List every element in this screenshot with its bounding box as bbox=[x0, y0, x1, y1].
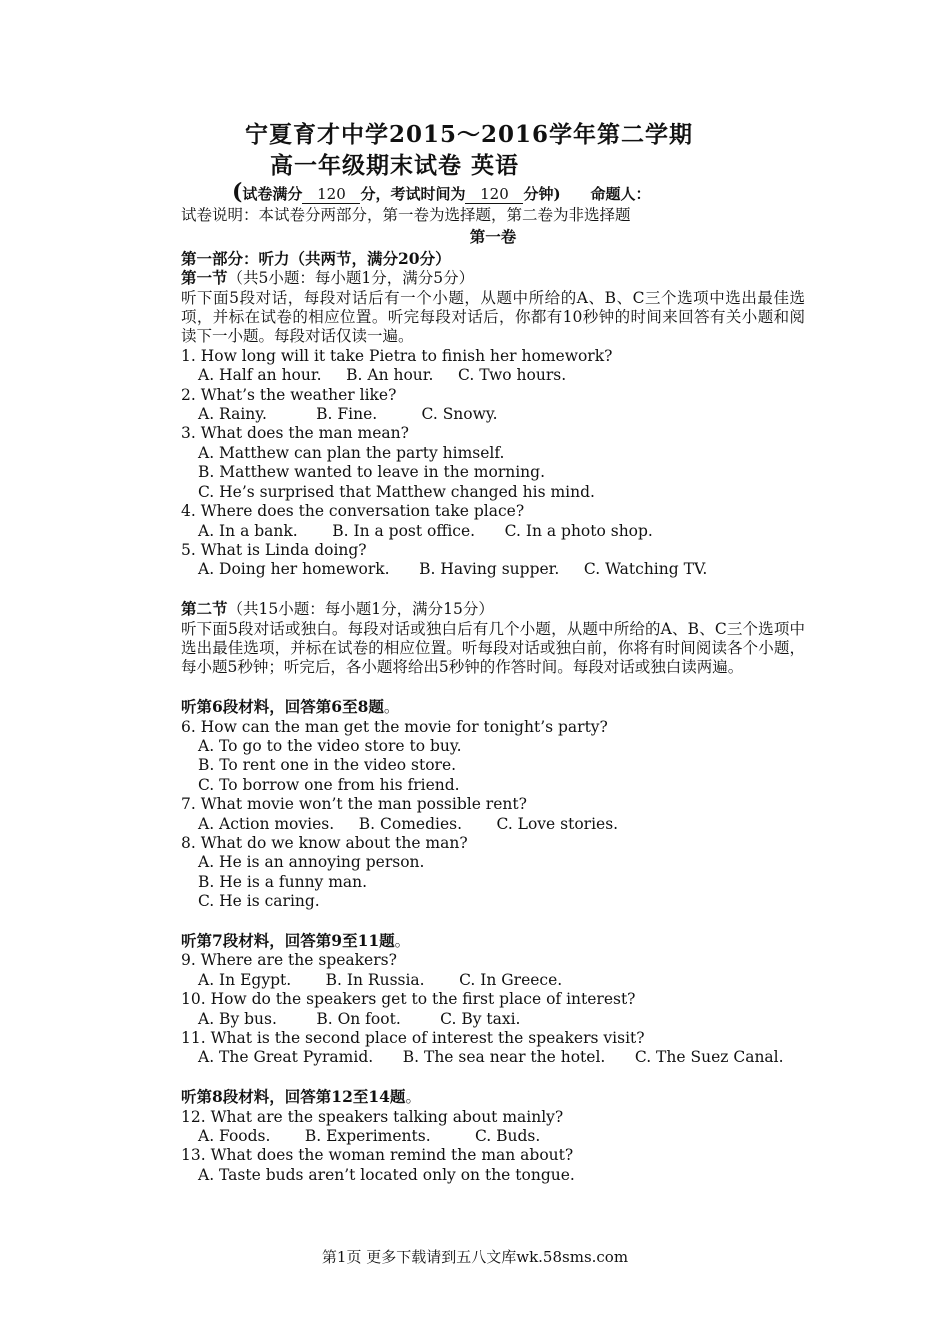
section2-heading: 第二节 bbox=[181, 599, 228, 619]
meta-open-paren: ( bbox=[232, 179, 243, 205]
question: 12. What are the speakers talking about mainly? bbox=[181, 1107, 564, 1126]
material-heading-text: 听第8段材料，回答第12至14题 bbox=[181, 1087, 406, 1107]
question-options: A. Foods. B. Experiments. C. Buds. bbox=[198, 1127, 541, 1146]
question-option: B. He is a funny man. bbox=[198, 872, 368, 891]
full-score-value: 120 bbox=[302, 185, 360, 204]
question-options: A. Half an hour. B. An hour. C. Two hours. bbox=[198, 366, 567, 385]
question: 2. What’s the weather like? bbox=[181, 385, 397, 404]
spacer bbox=[181, 1068, 805, 1087]
material-heading bbox=[181, 1087, 805, 1107]
section1-note: （共5小题：每小题1分，满分5分） bbox=[227, 269, 475, 288]
material-heading bbox=[181, 931, 805, 951]
page-footer: 第1页 更多下载请到五八文库wk.58sms.com bbox=[321, 1248, 629, 1266]
spacer bbox=[181, 912, 805, 931]
exam-meta-line bbox=[232, 179, 651, 205]
exam-title-line2: 高一年级期末试卷 英语 bbox=[270, 152, 520, 179]
meta-label-author: 分钟) 命题人： bbox=[523, 185, 651, 203]
question: 3. What does the man mean? bbox=[181, 424, 409, 443]
spacer bbox=[181, 678, 805, 697]
question: 1. How long will it take Pietra to finish her homework? bbox=[181, 346, 613, 365]
material-group-6 bbox=[181, 697, 805, 911]
question-option: C. He’s surprised that Matthew changed his mind. bbox=[198, 482, 595, 501]
section1-header bbox=[181, 268, 805, 288]
section2-directions: 听下面5段对话或独白。每段对话或独白后有几个小题，从题中所给的A、B、C三个选项中选出最佳选项，并标在试卷的相应位置。听每段对话或独白前，你将有时间阅读各个小题，每小题5秒钟；听完后，各小题将给出5秒钟的作答时间。每段对话或独白读两遍。 bbox=[181, 619, 805, 677]
volume-title: 第一卷 bbox=[469, 227, 517, 247]
material-heading-tail: 。 bbox=[383, 698, 400, 717]
material-heading-tail: 。 bbox=[394, 931, 411, 950]
material-group-8 bbox=[181, 1087, 805, 1185]
exam-title-line1: 宁夏育才中学2015～2016学年第二学期 bbox=[245, 121, 694, 148]
question-option: C. He is caring. bbox=[198, 892, 320, 911]
question: 7. What movie won’t the man possible rent? bbox=[181, 795, 527, 814]
question: 11. What is the second place of interest the speakers visit? bbox=[181, 1029, 645, 1048]
question-options: A. In a bank. B. In a post office. C. In a photo shop. bbox=[198, 521, 653, 540]
material-heading bbox=[181, 697, 805, 717]
section2-header bbox=[181, 599, 805, 619]
material-heading-tail: 。 bbox=[405, 1088, 421, 1107]
question-option: A. Matthew can plan the party himself. bbox=[198, 443, 505, 462]
section1-heading: 第一节 bbox=[181, 268, 228, 288]
question-options: A. Doing her homework. B. Having supper. C. Watching TV. bbox=[198, 560, 708, 579]
question-options: A. By bus. B. On foot. C. By taxi. bbox=[198, 1009, 521, 1028]
question: 9. Where are the speakers? bbox=[181, 951, 397, 970]
question: 8. What do we know about the man? bbox=[181, 833, 468, 852]
material-heading-text: 听第6段材料，回答第6至8题 bbox=[181, 697, 384, 717]
question-option: C. To borrow one from his friend. bbox=[198, 775, 460, 794]
question: 6. How can the man get the movie for tonight’s party? bbox=[181, 717, 608, 736]
section2-note: （共15小题：每小题1分，满分15分） bbox=[227, 600, 494, 619]
question-options: A. Rainy. B. Fine. C. Snowy. bbox=[198, 405, 498, 424]
exam-time-value: 120 bbox=[465, 185, 523, 204]
meta-label-score: 试卷满分 bbox=[242, 185, 303, 203]
part1-heading: 第一部分：听力（共两节，满分20分） bbox=[181, 248, 451, 268]
question-option: B. To rent one in the video store. bbox=[198, 756, 457, 775]
meta-label-time: 分，考试时间为 bbox=[360, 185, 466, 203]
question-option: A. Taste buds aren’t located only on the tongue. bbox=[198, 1165, 575, 1184]
question-option: B. Matthew wanted to leave in the morning. bbox=[198, 463, 546, 482]
question: 10. How do the speakers get to the first place of interest? bbox=[181, 990, 636, 1009]
question-options: A. The Great Pyramid. B. The sea near the hotel. C. The Suez Canal. bbox=[198, 1048, 784, 1067]
question: 13. What does the woman remind the man about? bbox=[181, 1146, 574, 1165]
exam-body bbox=[181, 206, 805, 1185]
material-heading-text: 听第7段材料，回答第9至11题 bbox=[181, 930, 395, 950]
material-group-7 bbox=[181, 931, 805, 1068]
question: 5. What is Linda doing? bbox=[181, 540, 367, 559]
question-options: A. In Egypt. B. In Russia. C. In Greece. bbox=[198, 970, 563, 989]
spacer bbox=[181, 580, 805, 599]
question: 4. Where does the conversation take place? bbox=[181, 502, 525, 521]
section1-questions bbox=[181, 347, 805, 580]
section1-directions: 听下面5段对话，每段对话后有一个小题，从题中所给的A、B、C三个选项中选出最佳选项，并标在试卷的相应位置。听完每段对话后，你都有10秒钟的时间来回答有关小题和阅读下一小题。每段对话仅读一遍。 bbox=[181, 288, 805, 346]
question-option: A. He is an annoying person. bbox=[198, 853, 425, 872]
question-options: A. Action movies. B. Comedies. C. Love stories. bbox=[198, 814, 619, 833]
exam-instructions: 试卷说明：本试卷分两部分，第一卷为选择题，第二卷为非选择题 bbox=[181, 206, 631, 224]
question-option: A. To go to the video store to buy. bbox=[198, 736, 462, 755]
